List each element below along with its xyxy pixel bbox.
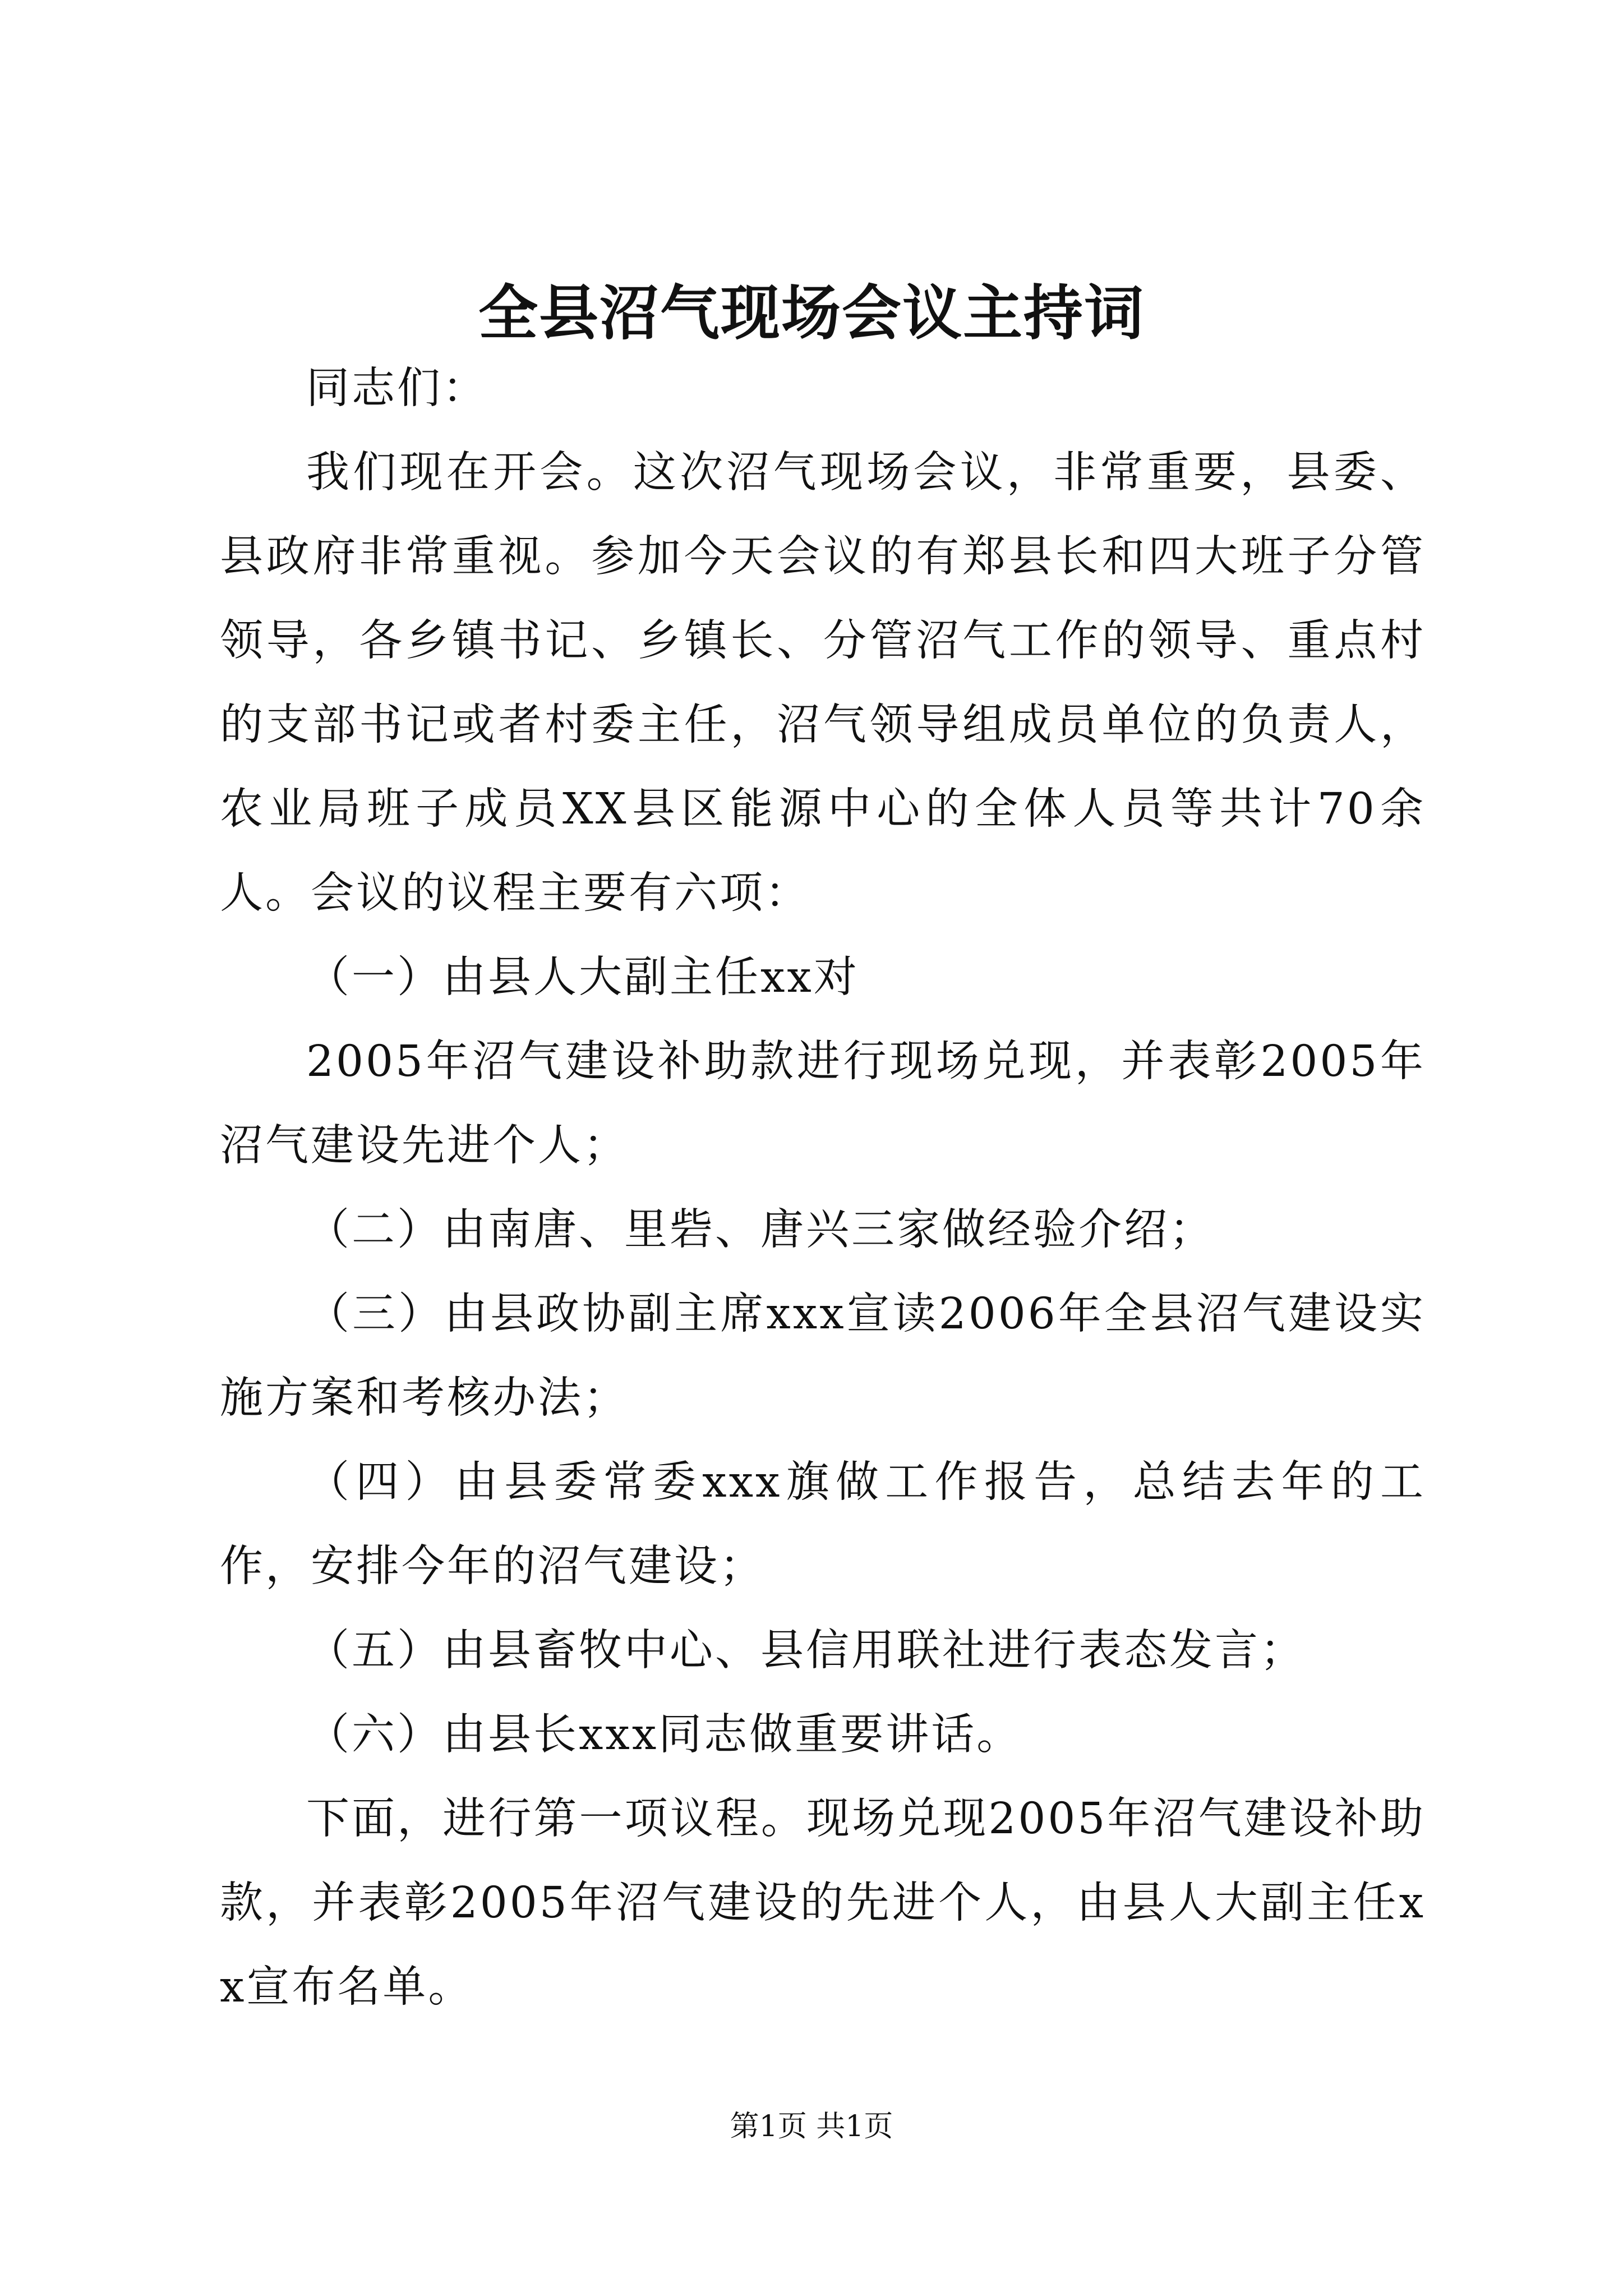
closing-paragraph: 下面，进行第一项议程。现场兑现2005年沼气建设补助款，并表彰2005年沼气建设的先进个人，由县人大副主任xx宣布名单。	[220, 1794, 1426, 2012]
agenda-item-1: （一）由县人大副主任xx对	[306, 953, 859, 1002]
opening-paragraph: 我们现在开会。这次沼气现场会议，非常重要，县委、县政府非常重视。参加今天会议的有郑县长和四大班子分管领导，各乡镇书记、乡镇长、分管沼气工作的领导、重点村的支部书记或者村委主任，沼气领导组成员单位的负责人，农业局班子成员XX县区能源中心的全体人员等共计70余人。会议的议程主要有六项：	[220, 448, 1426, 918]
document-title: 全县沼气现场会议主持词	[478, 278, 1145, 348]
agenda-item-3: （三）由县政协副主席xxx宣读2006年全县沼气建设实施方案和考核办法；	[220, 1289, 1426, 1423]
agenda-item-5: （五）由县畜牧中心、县信用联社进行表态发言；	[306, 1626, 1306, 1676]
page-number-label: 第1页 共1页	[730, 2110, 893, 2143]
agenda-item-1-continued: 2005年沼气建设补助款进行现场兑现，并表彰2005年沼气建设先进个人；	[220, 1037, 1426, 1171]
document-body	[220, 347, 1426, 2030]
agenda-item-4: （四）由县委常委xxx旗做工作报告，总结去年的工作，安排今年的沼气建设；	[220, 1457, 1426, 1591]
salutation: 同志们：	[306, 364, 488, 413]
agenda-item-6: （六）由县长xxx同志做重要讲话。	[306, 1710, 1022, 1760]
page-footer	[0, 2112, 1623, 2141]
agenda-item-2: （二）由南唐、里砦、唐兴三家做经验介绍；	[306, 1205, 1215, 1255]
